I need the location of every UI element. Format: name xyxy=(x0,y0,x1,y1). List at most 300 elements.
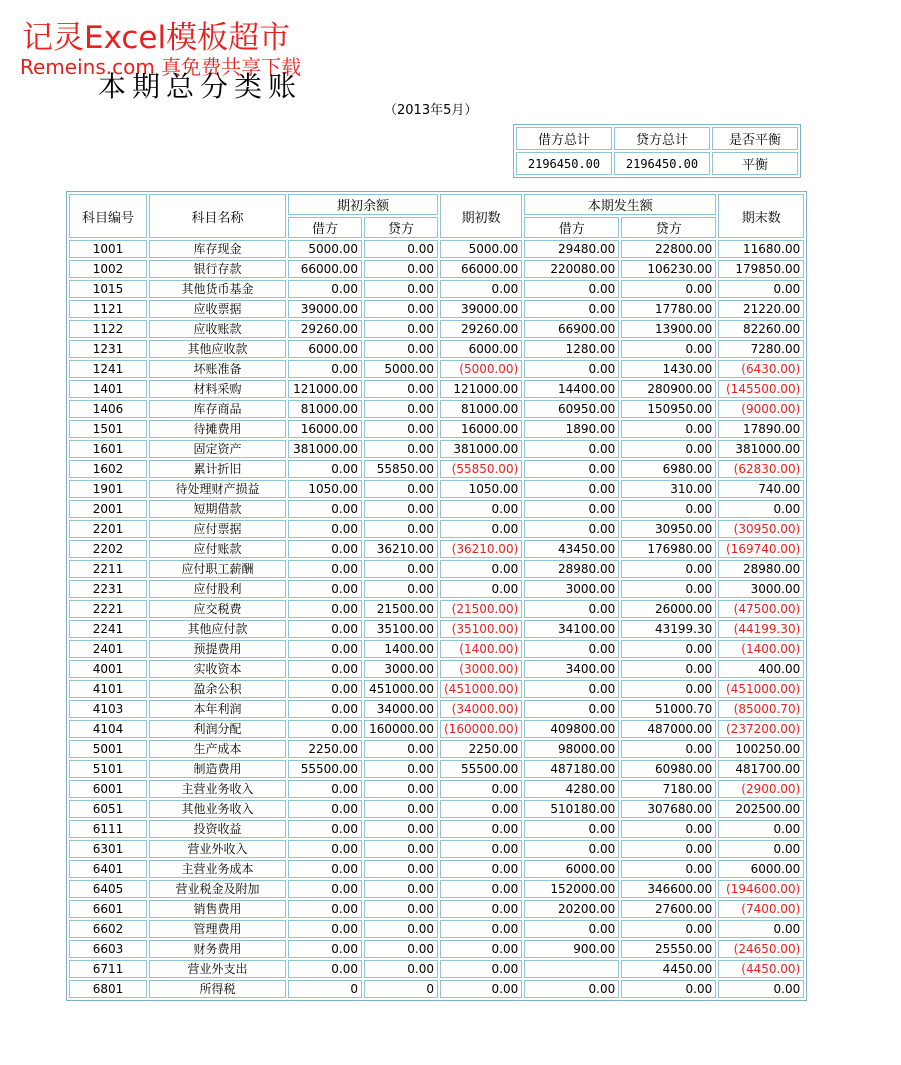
cell-account-name: 应收账款 xyxy=(149,320,286,338)
cell-opening-amount: 5000.00 xyxy=(440,240,522,258)
cell-opening-debit: 0.00 xyxy=(288,940,362,958)
cell-account-name: 坏账准备 xyxy=(149,360,286,378)
cell-opening-credit: 0.00 xyxy=(364,480,438,498)
cell-period-debit: 66900.00 xyxy=(524,320,619,338)
cell-account-name: 待摊费用 xyxy=(149,420,286,438)
table-row xyxy=(69,680,804,698)
cell-opening-debit: 29260.00 xyxy=(288,320,362,338)
cell-period-credit: 0.00 xyxy=(621,920,716,938)
cell-opening-amount: (3000.00) xyxy=(440,660,522,678)
cell-closing-amount: 481700.00 xyxy=(718,760,804,778)
cell-closing-amount: 0.00 xyxy=(718,980,804,998)
cell-period-debit: 3400.00 xyxy=(524,660,619,678)
cell-account-code: 2221 xyxy=(69,600,147,618)
cell-closing-amount: 21220.00 xyxy=(718,300,804,318)
header-closing-amount: 期末数 xyxy=(718,194,804,238)
summary-credit-total: 2196450.00 xyxy=(614,152,710,175)
cell-closing-amount: (237200.00) xyxy=(718,720,804,738)
cell-period-credit: 0.00 xyxy=(621,580,716,598)
cell-account-code: 6111 xyxy=(69,820,147,838)
header-opening-credit: 贷方 xyxy=(364,217,438,238)
cell-period-credit: 0.00 xyxy=(621,740,716,758)
cell-account-code: 1406 xyxy=(69,400,147,418)
cell-account-name: 累计折旧 xyxy=(149,460,286,478)
cell-account-name: 销售费用 xyxy=(149,900,286,918)
cell-period-credit: 0.00 xyxy=(621,420,716,438)
cell-account-code: 2202 xyxy=(69,540,147,558)
cell-account-name: 主营业务收入 xyxy=(149,780,286,798)
cell-opening-credit: 0.00 xyxy=(364,440,438,458)
cell-opening-amount: 0.00 xyxy=(440,960,522,978)
cell-account-name: 短期借款 xyxy=(149,500,286,518)
summary-header-row xyxy=(516,127,798,150)
cell-opening-debit: 0.00 xyxy=(288,900,362,918)
table-row xyxy=(69,280,804,298)
cell-account-code: 6711 xyxy=(69,960,147,978)
cell-period-credit: 176980.00 xyxy=(621,540,716,558)
cell-opening-amount: 121000.00 xyxy=(440,380,522,398)
cell-opening-debit: 0.00 xyxy=(288,840,362,858)
cell-account-name: 营业外支出 xyxy=(149,960,286,978)
cell-opening-debit: 381000.00 xyxy=(288,440,362,458)
table-row xyxy=(69,500,804,518)
cell-opening-amount: 0.00 xyxy=(440,280,522,298)
table-row xyxy=(69,760,804,778)
table-row xyxy=(69,240,804,258)
cell-opening-credit: 0.00 xyxy=(364,900,438,918)
cell-closing-amount: (47500.00) xyxy=(718,600,804,618)
cell-period-credit: 307680.00 xyxy=(621,800,716,818)
cell-account-name: 盈余公积 xyxy=(149,680,286,698)
cell-period-debit: 60950.00 xyxy=(524,400,619,418)
cell-account-code: 6301 xyxy=(69,840,147,858)
cell-period-credit: 26000.00 xyxy=(621,600,716,618)
cell-period-debit: 0.00 xyxy=(524,360,619,378)
general-ledger-table xyxy=(66,191,807,1001)
cell-opening-credit: 0.00 xyxy=(364,400,438,418)
cell-period-credit: 6980.00 xyxy=(621,460,716,478)
cell-opening-credit: 0 xyxy=(364,980,438,998)
cell-closing-amount: 17890.00 xyxy=(718,420,804,438)
cell-opening-amount: 0.00 xyxy=(440,580,522,598)
cell-period-debit: 0.00 xyxy=(524,820,619,838)
cell-opening-amount: 0.00 xyxy=(440,820,522,838)
cell-account-name: 营业外收入 xyxy=(149,840,286,858)
cell-opening-amount: 81000.00 xyxy=(440,400,522,418)
cell-opening-credit: 0.00 xyxy=(364,560,438,578)
cell-opening-credit: 0.00 xyxy=(364,960,438,978)
cell-account-code: 4103 xyxy=(69,700,147,718)
cell-period-credit: 346600.00 xyxy=(621,880,716,898)
cell-account-name: 本年利润 xyxy=(149,700,286,718)
cell-opening-amount: 0.00 xyxy=(440,840,522,858)
report-period: （2013年5月） xyxy=(384,103,478,118)
cell-opening-debit: 0.00 xyxy=(288,780,362,798)
cell-opening-debit: 0.00 xyxy=(288,560,362,578)
table-row xyxy=(69,440,804,458)
cell-account-name: 其他应付款 xyxy=(149,620,286,638)
cell-closing-amount: 381000.00 xyxy=(718,440,804,458)
watermark-site: Remeins.com 真免费共享下载 xyxy=(20,55,302,79)
cell-opening-debit: 0.00 xyxy=(288,660,362,678)
table-row xyxy=(69,300,804,318)
cell-account-code: 4104 xyxy=(69,720,147,738)
cell-period-debit: 98000.00 xyxy=(524,740,619,758)
cell-account-code: 6801 xyxy=(69,980,147,998)
table-row xyxy=(69,560,804,578)
cell-closing-amount: (6430.00) xyxy=(718,360,804,378)
cell-opening-amount: 0.00 xyxy=(440,780,522,798)
cell-account-code: 5001 xyxy=(69,740,147,758)
cell-closing-amount: 740.00 xyxy=(718,480,804,498)
balance-summary-table xyxy=(513,124,801,178)
cell-period-debit: 0.00 xyxy=(524,280,619,298)
table-row xyxy=(69,540,804,558)
cell-account-code: 6401 xyxy=(69,860,147,878)
cell-opening-credit: 5000.00 xyxy=(364,360,438,378)
cell-period-credit: 0.00 xyxy=(621,560,716,578)
cell-opening-debit: 0.00 xyxy=(288,360,362,378)
cell-opening-amount: (21500.00) xyxy=(440,600,522,618)
cell-period-debit: 0.00 xyxy=(524,440,619,458)
cell-opening-credit: 0.00 xyxy=(364,740,438,758)
cell-opening-debit: 55500.00 xyxy=(288,760,362,778)
cell-opening-amount: 0.00 xyxy=(440,560,522,578)
cell-account-name: 应付票据 xyxy=(149,520,286,538)
cell-opening-credit: 36210.00 xyxy=(364,540,438,558)
cell-opening-amount: 0.00 xyxy=(440,500,522,518)
cell-account-name: 应付股利 xyxy=(149,580,286,598)
table-row xyxy=(69,700,804,718)
summary-header-balanced: 是否平衡 xyxy=(712,127,798,150)
table-row xyxy=(69,960,804,978)
cell-period-debit: 220080.00 xyxy=(524,260,619,278)
cell-opening-amount: (34000.00) xyxy=(440,700,522,718)
cell-closing-amount: 0.00 xyxy=(718,280,804,298)
cell-closing-amount: 202500.00 xyxy=(718,800,804,818)
cell-opening-amount: (36210.00) xyxy=(440,540,522,558)
table-row xyxy=(69,800,804,818)
cell-period-credit: 60980.00 xyxy=(621,760,716,778)
cell-opening-debit: 0.00 xyxy=(288,540,362,558)
cell-opening-credit: 35100.00 xyxy=(364,620,438,638)
cell-closing-amount: (2900.00) xyxy=(718,780,804,798)
header-period-activity: 本期发生额 xyxy=(524,194,716,215)
cell-period-debit: 0.00 xyxy=(524,640,619,658)
cell-opening-debit: 66000.00 xyxy=(288,260,362,278)
table-row xyxy=(69,820,804,838)
cell-period-credit: 106230.00 xyxy=(621,260,716,278)
cell-opening-amount: 66000.00 xyxy=(440,260,522,278)
cell-opening-amount: (35100.00) xyxy=(440,620,522,638)
cell-opening-credit: 3000.00 xyxy=(364,660,438,678)
cell-opening-credit: 0.00 xyxy=(364,520,438,538)
cell-closing-amount: (145500.00) xyxy=(718,380,804,398)
cell-closing-amount: 3000.00 xyxy=(718,580,804,598)
table-row xyxy=(69,740,804,758)
cell-opening-debit: 0.00 xyxy=(288,580,362,598)
cell-opening-credit: 34000.00 xyxy=(364,700,438,718)
cell-account-code: 5101 xyxy=(69,760,147,778)
cell-account-code: 6001 xyxy=(69,780,147,798)
cell-period-credit: 0.00 xyxy=(621,440,716,458)
cell-period-credit: 310.00 xyxy=(621,480,716,498)
cell-period-credit: 1430.00 xyxy=(621,360,716,378)
table-row xyxy=(69,980,804,998)
cell-opening-amount: 0.00 xyxy=(440,860,522,878)
cell-account-code: 1015 xyxy=(69,280,147,298)
table-row xyxy=(69,860,804,878)
cell-account-name: 应付职工薪酬 xyxy=(149,560,286,578)
cell-opening-credit: 0.00 xyxy=(364,260,438,278)
cell-closing-amount: (7400.00) xyxy=(718,900,804,918)
cell-opening-credit: 0.00 xyxy=(364,380,438,398)
cell-opening-debit: 0.00 xyxy=(288,600,362,618)
cell-period-debit: 1890.00 xyxy=(524,420,619,438)
cell-account-code: 2001 xyxy=(69,500,147,518)
cell-opening-credit: 0.00 xyxy=(364,580,438,598)
cell-period-credit: 4450.00 xyxy=(621,960,716,978)
cell-account-code: 4001 xyxy=(69,660,147,678)
cell-period-credit: 25550.00 xyxy=(621,940,716,958)
cell-period-credit: 30950.00 xyxy=(621,520,716,538)
cell-opening-credit: 55850.00 xyxy=(364,460,438,478)
cell-opening-credit: 0.00 xyxy=(364,940,438,958)
table-row xyxy=(69,460,804,478)
cell-account-name: 投资收益 xyxy=(149,820,286,838)
cell-account-name: 其他业务收入 xyxy=(149,800,286,818)
cell-opening-amount: 0.00 xyxy=(440,900,522,918)
cell-account-name: 生产成本 xyxy=(149,740,286,758)
cell-account-code: 1901 xyxy=(69,480,147,498)
cell-account-code: 2231 xyxy=(69,580,147,598)
cell-opening-amount: 0.00 xyxy=(440,920,522,938)
cell-opening-amount: 1050.00 xyxy=(440,480,522,498)
cell-period-credit: 0.00 xyxy=(621,340,716,358)
cell-opening-amount: 381000.00 xyxy=(440,440,522,458)
cell-period-credit: 13900.00 xyxy=(621,320,716,338)
cell-opening-credit: 0.00 xyxy=(364,800,438,818)
cell-account-name: 库存商品 xyxy=(149,400,286,418)
cell-opening-debit: 0.00 xyxy=(288,700,362,718)
cell-opening-debit: 0.00 xyxy=(288,680,362,698)
cell-opening-amount: 2250.00 xyxy=(440,740,522,758)
table-row xyxy=(69,360,804,378)
cell-period-debit xyxy=(524,960,619,978)
cell-account-code: 2241 xyxy=(69,620,147,638)
cell-closing-amount: 82260.00 xyxy=(718,320,804,338)
cell-period-debit: 0.00 xyxy=(524,980,619,998)
cell-opening-amount: (55850.00) xyxy=(440,460,522,478)
cell-account-name: 其他货币基金 xyxy=(149,280,286,298)
cell-opening-debit: 0.00 xyxy=(288,960,362,978)
cell-account-name: 利润分配 xyxy=(149,720,286,738)
cell-period-credit: 43199.30 xyxy=(621,620,716,638)
cell-opening-credit: 1400.00 xyxy=(364,640,438,658)
cell-opening-credit: 0.00 xyxy=(364,320,438,338)
cell-opening-credit: 451000.00 xyxy=(364,680,438,698)
cell-closing-amount: 400.00 xyxy=(718,660,804,678)
cell-account-code: 4101 xyxy=(69,680,147,698)
cell-period-debit: 0.00 xyxy=(524,700,619,718)
cell-period-debit: 0.00 xyxy=(524,600,619,618)
header-period-debit: 借方 xyxy=(524,217,619,238)
cell-opening-debit: 0.00 xyxy=(288,800,362,818)
cell-account-name: 应付账款 xyxy=(149,540,286,558)
cell-account-code: 1001 xyxy=(69,240,147,258)
cell-account-name: 管理费用 xyxy=(149,920,286,938)
ledger-body xyxy=(69,240,804,998)
table-row xyxy=(69,640,804,658)
cell-account-name: 所得税 xyxy=(149,980,286,998)
header-opening-amount: 期初数 xyxy=(440,194,522,238)
cell-opening-amount: 0.00 xyxy=(440,880,522,898)
table-row xyxy=(69,840,804,858)
cell-closing-amount: (9000.00) xyxy=(718,400,804,418)
cell-period-credit: 7180.00 xyxy=(621,780,716,798)
cell-closing-amount: (1400.00) xyxy=(718,640,804,658)
cell-period-credit: 0.00 xyxy=(621,280,716,298)
cell-opening-debit: 0 xyxy=(288,980,362,998)
cell-period-debit: 487180.00 xyxy=(524,760,619,778)
cell-opening-debit: 0.00 xyxy=(288,460,362,478)
cell-account-name: 应收票据 xyxy=(149,300,286,318)
cell-closing-amount: (451000.00) xyxy=(718,680,804,698)
cell-account-name: 实收资本 xyxy=(149,660,286,678)
cell-opening-credit: 0.00 xyxy=(364,760,438,778)
cell-opening-amount: 29260.00 xyxy=(440,320,522,338)
cell-period-debit: 0.00 xyxy=(524,460,619,478)
cell-closing-amount: 0.00 xyxy=(718,820,804,838)
cell-opening-debit: 0.00 xyxy=(288,500,362,518)
cell-opening-credit: 160000.00 xyxy=(364,720,438,738)
header-period-credit: 贷方 xyxy=(621,217,716,238)
cell-period-debit: 29480.00 xyxy=(524,240,619,258)
cell-opening-debit: 39000.00 xyxy=(288,300,362,318)
header-opening-debit: 借方 xyxy=(288,217,362,238)
table-row xyxy=(69,260,804,278)
table-row xyxy=(69,480,804,498)
cell-period-credit: 0.00 xyxy=(621,660,716,678)
header-account-name: 科目名称 xyxy=(149,194,286,238)
cell-account-name: 银行存款 xyxy=(149,260,286,278)
cell-opening-amount: 0.00 xyxy=(440,520,522,538)
cell-closing-amount: 179850.00 xyxy=(718,260,804,278)
cell-opening-credit: 0.00 xyxy=(364,880,438,898)
cell-account-code: 1601 xyxy=(69,440,147,458)
cell-period-credit: 0.00 xyxy=(621,980,716,998)
cell-period-credit: 0.00 xyxy=(621,640,716,658)
cell-opening-credit: 0.00 xyxy=(364,820,438,838)
cell-period-credit: 27600.00 xyxy=(621,900,716,918)
cell-opening-debit: 1050.00 xyxy=(288,480,362,498)
cell-account-name: 营业税金及附加 xyxy=(149,880,286,898)
table-row xyxy=(69,660,804,678)
table-row xyxy=(69,920,804,938)
cell-opening-credit: 0.00 xyxy=(364,780,438,798)
cell-opening-debit: 2250.00 xyxy=(288,740,362,758)
table-row xyxy=(69,880,804,898)
cell-opening-amount: 0.00 xyxy=(440,980,522,998)
cell-account-code: 1401 xyxy=(69,380,147,398)
cell-account-name: 应交税费 xyxy=(149,600,286,618)
cell-closing-amount: (24650.00) xyxy=(718,940,804,958)
cell-period-credit: 51000.70 xyxy=(621,700,716,718)
cell-opening-credit: 0.00 xyxy=(364,420,438,438)
cell-closing-amount: 11680.00 xyxy=(718,240,804,258)
cell-account-code: 2211 xyxy=(69,560,147,578)
cell-period-credit: 0.00 xyxy=(621,840,716,858)
cell-account-code: 1231 xyxy=(69,340,147,358)
cell-opening-debit: 0.00 xyxy=(288,880,362,898)
cell-opening-debit: 16000.00 xyxy=(288,420,362,438)
cell-opening-credit: 0.00 xyxy=(364,920,438,938)
table-row xyxy=(69,340,804,358)
cell-period-debit: 6000.00 xyxy=(524,860,619,878)
cell-opening-credit: 0.00 xyxy=(364,500,438,518)
cell-closing-amount: (62830.00) xyxy=(718,460,804,478)
cell-opening-debit: 6000.00 xyxy=(288,340,362,358)
cell-opening-credit: 0.00 xyxy=(364,340,438,358)
cell-period-debit: 34100.00 xyxy=(524,620,619,638)
cell-opening-amount: 6000.00 xyxy=(440,340,522,358)
cell-opening-debit: 0.00 xyxy=(288,860,362,878)
cell-closing-amount: (169740.00) xyxy=(718,540,804,558)
cell-opening-amount: (451000.00) xyxy=(440,680,522,698)
table-row xyxy=(69,940,804,958)
cell-period-debit: 0.00 xyxy=(524,920,619,938)
cell-closing-amount: (194600.00) xyxy=(718,880,804,898)
cell-period-debit: 0.00 xyxy=(524,300,619,318)
cell-period-debit: 0.00 xyxy=(524,680,619,698)
table-row xyxy=(69,380,804,398)
cell-period-debit: 152000.00 xyxy=(524,880,619,898)
table-row xyxy=(69,600,804,618)
summary-debit-total: 2196450.00 xyxy=(516,152,612,175)
cell-opening-amount: (5000.00) xyxy=(440,360,522,378)
cell-period-debit: 900.00 xyxy=(524,940,619,958)
cell-opening-debit: 0.00 xyxy=(288,920,362,938)
cell-period-debit: 409800.00 xyxy=(524,720,619,738)
cell-account-code: 1602 xyxy=(69,460,147,478)
cell-account-name: 预提费用 xyxy=(149,640,286,658)
cell-account-name: 制造费用 xyxy=(149,760,286,778)
cell-period-debit: 1280.00 xyxy=(524,340,619,358)
cell-period-credit: 17780.00 xyxy=(621,300,716,318)
cell-period-credit: 0.00 xyxy=(621,860,716,878)
cell-opening-debit: 0.00 xyxy=(288,280,362,298)
cell-account-name: 固定资产 xyxy=(149,440,286,458)
cell-account-code: 6602 xyxy=(69,920,147,938)
cell-closing-amount: 0.00 xyxy=(718,840,804,858)
summary-header-debit-total: 借方总计 xyxy=(516,127,612,150)
cell-opening-amount: (160000.00) xyxy=(440,720,522,738)
table-row xyxy=(69,400,804,418)
cell-account-name: 财务费用 xyxy=(149,940,286,958)
cell-closing-amount: (44199.30) xyxy=(718,620,804,638)
cell-opening-credit: 0.00 xyxy=(364,240,438,258)
table-row xyxy=(69,420,804,438)
cell-account-code: 6051 xyxy=(69,800,147,818)
cell-period-debit: 0.00 xyxy=(524,500,619,518)
cell-opening-debit: 121000.00 xyxy=(288,380,362,398)
cell-account-name: 待处理财产损益 xyxy=(149,480,286,498)
cell-account-code: 1121 xyxy=(69,300,147,318)
cell-period-credit: 0.00 xyxy=(621,500,716,518)
cell-period-credit: 150950.00 xyxy=(621,400,716,418)
cell-period-debit: 510180.00 xyxy=(524,800,619,818)
cell-account-name: 材料采购 xyxy=(149,380,286,398)
